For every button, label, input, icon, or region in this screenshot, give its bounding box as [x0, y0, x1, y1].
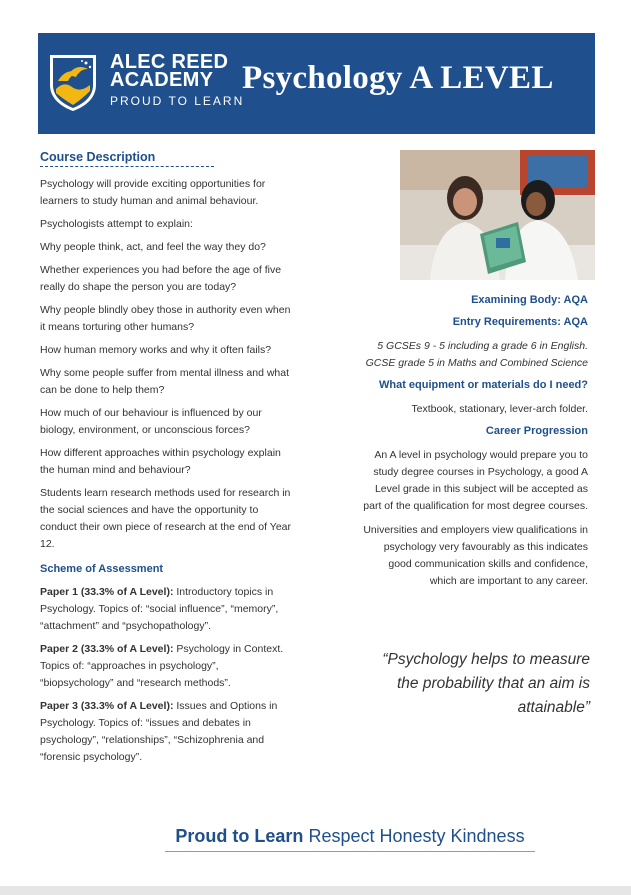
entry-requirements-text: 5 GCSEs 9 - 5 including a grade 6 in English. GCSE grade 5 in Maths and Combined Science — [365, 340, 588, 369]
academy-name: ALEC REED ACADEMY — [110, 51, 229, 91]
course-paragraph: Why people think, act, and feel the way they do? — [40, 241, 266, 253]
course-paragraph: How different approaches within psychology explain the human mind and behaviour? — [40, 447, 281, 476]
examining-body: Examining Body: AQA — [471, 294, 588, 306]
course-paragraph: How much of our behaviour is influenced by our biology, environment, or unconscious forces? — [40, 407, 262, 436]
course-paragraph: Why some people suffer from mental illness and what can be done to help them? — [40, 367, 290, 396]
paper-1 — [40, 584, 295, 635]
course-paragraph: Students learn research methods used for research in the social sciences and have the opportunity to conduct their own piece of research at the end of Year 12. — [40, 487, 292, 550]
students-reading-image — [400, 150, 595, 280]
left-column — [40, 150, 295, 772]
equipment-heading: What equipment or materials do I need? — [378, 379, 588, 391]
career-heading: Career Progression — [485, 425, 588, 437]
paper-label: Paper 2 (33.3% of A Level): — [40, 643, 174, 655]
paper-label: Paper 1 (33.3% of A Level): — [40, 586, 174, 598]
academy-crest-logo — [46, 51, 100, 113]
career-paragraph-1: An A level in psychology would prepare you to study degree courses in Psychology, a good A Level grade in this subject will be accepted as part of the qualification for most degree courses. — [363, 449, 588, 512]
career-paragraph-2: Universities and employers view qualifications in psychology very favourably as this indicates good communication skills and confidence, which are important to any career. — [363, 524, 588, 587]
paper-text: Issues and Options in Psychology. Topics of: “issues and debates in psychology”, “relationships”, “Schizophrenia and “forensic psychology”. — [40, 700, 278, 763]
paper-text: Psychology in Context. Topics of: “approaches in psychology”, “biopsychology” and “research methods”. — [40, 643, 284, 689]
students-photo — [400, 150, 595, 280]
paper-2 — [40, 641, 295, 692]
psychology-quote: “Psychology helps to measure the probability that an aim is attainable” — [382, 651, 590, 716]
header-banner — [38, 33, 595, 134]
bottom-bar — [0, 886, 631, 895]
paper-label: Paper 3 (33.3% of A Level): — [40, 700, 174, 712]
footer-values — [165, 826, 535, 852]
course-paragraph: Why people blindly obey those in authority even when it means torturing other humans? — [40, 304, 291, 333]
academy-motto: PROUD TO LEARN — [110, 94, 245, 108]
footer-proud-to-learn: Proud to Learn — [175, 826, 304, 846]
course-paragraph: Psychology will provide exciting opportunities for learners to study human and animal behaviour. — [40, 178, 266, 207]
page-title: Psychology A LEVEL — [242, 60, 554, 96]
equipment-text: Textbook, stationary, lever-arch folder. — [411, 403, 588, 415]
course-description-heading: Course Description — [40, 150, 214, 167]
course-paragraph: Psychologists attempt to explain: — [40, 218, 193, 230]
course-paragraph: Whether experiences you had before the age of five really do shape the person you are today? — [40, 264, 282, 293]
entry-requirements-heading: Entry Requirements: AQA — [452, 316, 588, 328]
scheme-heading: Scheme of Assessment — [40, 563, 164, 575]
right-column — [362, 294, 588, 597]
footer-values-text: Respect Honesty Kindness — [308, 826, 525, 846]
paper-text: Introductory topics in Psychology. Topics of: “social influence”, “memory”, “attachment” and “psychopathology”. — [40, 586, 279, 632]
paper-3 — [40, 698, 295, 766]
course-paragraph: How human memory works and why it often fails? — [40, 344, 272, 356]
